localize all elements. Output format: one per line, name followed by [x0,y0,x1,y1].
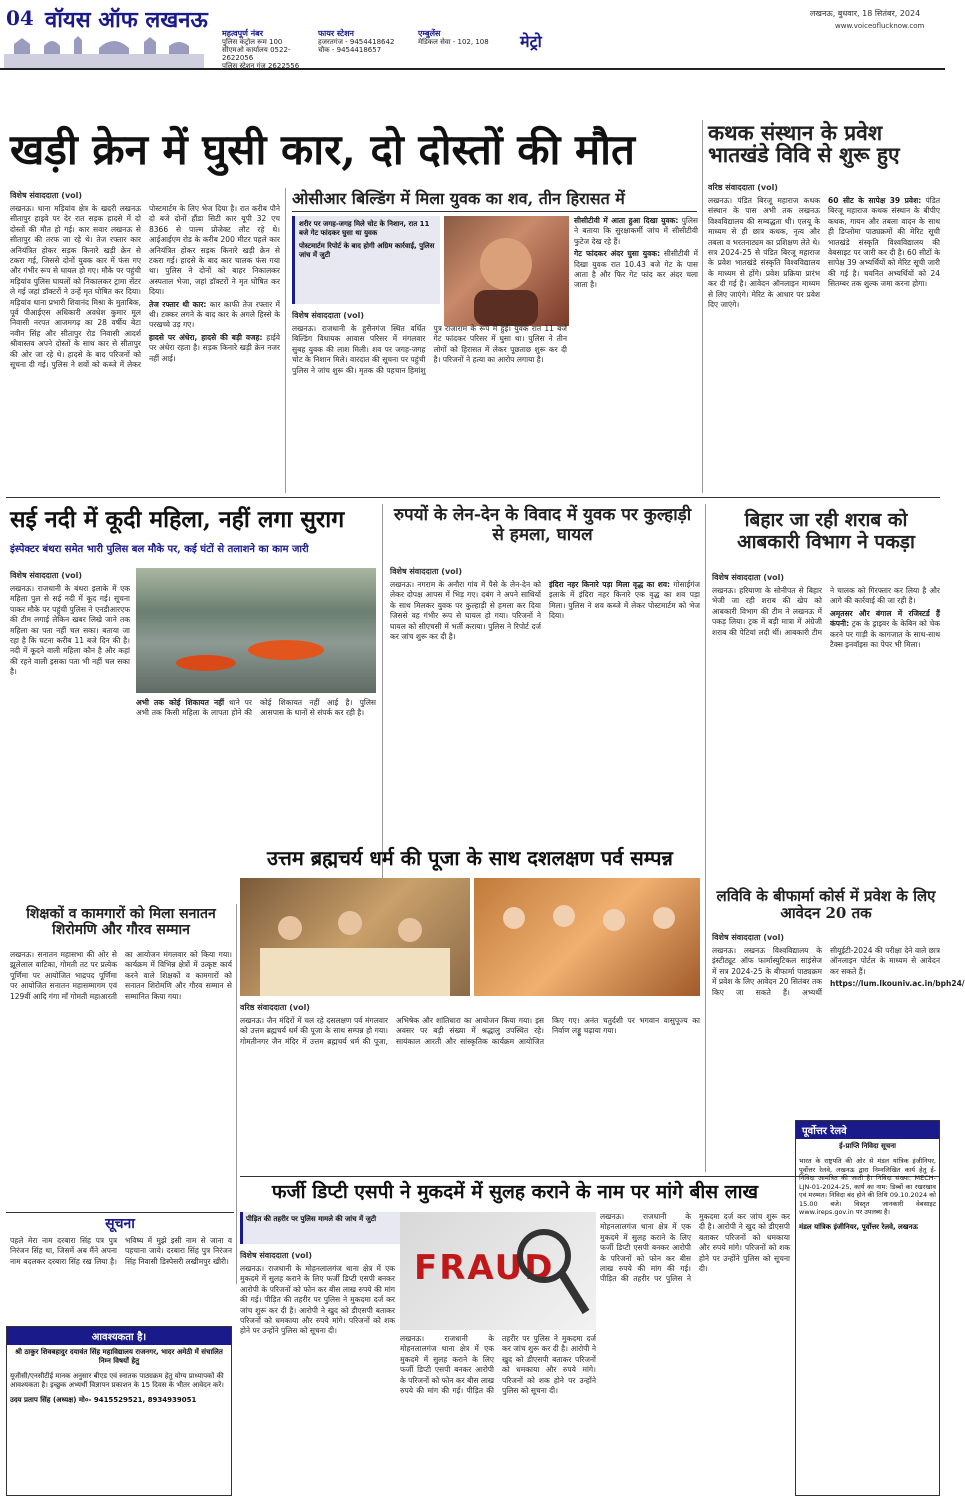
jain-byline: वरिष्ठ संवाददाता (vol) [240,1003,310,1012]
lead-story-body: लखनऊ। थाना मड़ियांव क्षेत्र के खदरी लखनऊ सीतापुर हाइवे पर देर रात सड़क हादसे में दो दोस्तों की मौत हो गई। कार सवार लखनऊ से सीतापुर की तरफ जा रहे थे। तेज रफ्तार कार अनियंत्रित होकर सड़क किनारे खड़ी क्रेन से टकरा गई, जिससे दोनों युवक कार में फंस गए और गंभीर रूप से घायल हो गए। मौके पर पहुंची मड़ियांव पुलिस घायलों को निकालकर ट्रामा सेंटर ले गई जहां डॉक्टरों ने उन्हें मृत घोषित कर दिया। मड़ियांव थाना प्रभारी शिवानंद मिश्रा के मुताबिक, पूर्व पीआईएस अधिकारी अवधेश कुमार मूल निवासी नरपत आजमगढ़ का 28 वर्षीय बेटा नवीन सिंह और सीतापुर रोड निवासी आदर्श श्रीवास्तव अपने दोस्तों के साथ कार से सीतापुर की ओर जा रहे थे। हादसे के बाद परिजनों को सूचना दी गई। पुलिस ने शवों को कब्जे में लेकर पोस्टमार्टम के लिए भेज दिया है। रात करीब पौने दो बजे दोनों हौंडा सिटी कार यूपी 32 एच 8366 से पाल्म प्रोजेक्ट लौट रहे थे। आईआईएम रोड के करीब 200 मीटर पहले कार अनियंत्रित होकर सड़क किनारे खड़ी क्रेन से टकरा गई। हादसे के बाद कार चालक फंस गया था। पुलिस ने दोनों को बाहर निकालकर अस्पताल भेजा, जहां डॉक्टरों ने मृत घोषित कर दिया। तेज रफ्तार थी कार: कार काफी तेज रफ्तार में थी। टक्कर लगने के बाद कार के अगले हिस्से के परखच्चे उड़ गए। हादसे पर अंधेरा, हादसे की बड़ी वजह: हाईवे पर अंधेरा रहता है। सड़क किनारे खड़ी क्रेन नजर नहीं आई। [10,204,281,370]
vacancy-body: यूजीसी/एनसीटीई मानक अनुसार बीएड एवं स्नातक पाठ्यक्रम हेतु योग्य प्राध्यापकों की आवश्यकता है। इच्छुक अभ्यर्थी विज्ञापन प्रकाशन के 15 दिवस के भीतर आवेदन करें। [10,1372,224,1389]
dispute-headline: रुपयों के लेन-देन के विवाद में युवक पर कुल्हाड़ी से हमला, घायल [393,505,692,545]
river-story-left: लखनऊ। राजधानी के बंथरा इलाके में एक महिला पुल से सई नदी में कूद गई। सूचना पाकर मौके पर पहुंची पुलिस ने एनडीआरएफ की टीम लगाई लेकिन खबर लिखे जाने तक महिला का पता नहीं चल सका। बताया जा रहा है कि घटना करीब 11 बजे दिन की है। नदी में कूदने वाली महिला कौन है और कहां की रहने वाली इसका पता भी नहीं चल सका है। [10,584,130,677]
ocr-highlights: शरीर पर जगह-जगह मिले चोट के निशान, रात 11 बजे गेट फांदकर घुसा था युवक पोस्टमार्टम रिपोर्ट के बाद होगी अग्रिम कार्रवाई, पुलिस जांच में जुटी [292,216,440,304]
jain-headline: उत्तम ब्रह्मचर्य धर्म की पूजा के साथ दशलक्षण पर्व सम्पन्न [267,846,673,870]
lead-headline: खड़ी क्रेन में घुसी कार, दो दोस्तों की मौत [10,125,635,174]
jain-ritual-photo-1 [240,878,470,996]
masthead [0,0,945,70]
fraud-headline: फर्जी डिप्टी एसपी ने मुकदमें में सुलह कराने के नाम पर मांगे बीस लाख [271,1181,759,1203]
boat-icon [136,568,376,693]
jain-ritual-photo-2 [474,878,700,996]
river-story-right: अभी तक कोई शिकायत नहीं थाने पर अभी तक किसी महिला के लापता होने की कोई शिकायत नहीं आई है। पुलिस आसपास के थानों से संपर्क कर रही है। [136,698,376,718]
liquor-headline: बिहार जा रही शराब को आबकारी विभाग ने पकड़ा [737,509,915,553]
fraud-story-left: लखनऊ। राजधानी के मोहनलालगंज थाना क्षेत्र में एक मुकदमे में सुलह कराने के लिए फर्जी डिप्टी एसपी बनकर आरोपी के परिजनों को फोन कर बीस लाख रुपये की मांग की गई। पीड़ित की तहरीर पर पुलिस ने मुकदमा दर्ज कर जांच शुरू कर दी है। आरोपी ने खुद को डीएसपी बताकर परिजनों को धमकाया और रुपये मांगे। परिजनों को शक होने पर उन्होंने पुलिस को सूचना दी। [240,1264,395,1336]
portrait-icon [444,216,569,326]
devotees-group-icon [474,878,700,996]
river-headline: सई नदी में कूदी महिला, नहीं लगा सुराग [10,506,345,533]
website-link[interactable]: www.voiceoflucknow.com [835,22,925,30]
fraud-highlight: पीड़ित की तहरीर पर पुलिस मामले की जांच में जुटी [240,1212,400,1244]
vacancy-contact: उदय प्रताप सिंह (अध्यक्ष) मो०- 9415529521, 8934939051 [10,1396,197,1404]
ocr-byline: विशेष संवाददाता (vol) [292,311,365,320]
devotees-icon [240,878,470,996]
sanatan-story-body: लखनऊ। सनातन महासभा की ओर से झूलेलाल वाटिका, गोमती तट पर प्रत्येक पूर्णिमा पर आयोजित भाद्रपद पूर्णिमा पर आयोजित सनातन महासम्मागम एवं 129वीं आदि गंगा माँ गोमती महाआरती का आयोजन मंगलवार को किया गया। कार्यक्रम में विभिन्न क्षेत्रों में उत्कृष्ट कार्य करने वाले शिक्षकों व कामगारों को सनातन शिरोमणि और गौरव सम्मान से सम्मानित किया गया। [10,950,232,1001]
dispute-byline: विशेष संवाददाता (vol) [390,567,463,576]
sanatan-headline: शिक्षकों व कामगारों को मिला सनातन शिरोमणि और गौरव सम्मान [26,906,216,939]
rescue-boat-photo [136,568,376,693]
dispute-story-body: लखनऊ। नगराम के अनौरा गांव में पैसे के लेन-देन को लेकर दोपक्ष आपस में भिड़ गए। दबंग ने अपने साथियों के साथ मिलकर युवक पर कुल्हाड़ी से हमला कर दिया जिससे वह गंभीर रूप से घायल हो गया। परिजनों ने घायल को सीएचसी में भर्ती कराया। पुलिस ने रिपोर्ट दर्ज कर जांच शुरू कर दी है। इंदिरा नहर किनारे पड़ा मिला वृद्ध का शव: गोसाईगंज इलाके में इंदिरा नहर किनारे एक वृद्ध का शव पड़ा मिला। पुलिस ने शव कब्जे में लेकर पोस्टमार्टम को भेज दिया। [390,580,700,642]
pharma-byline: विशेष संवाददाता (vol) [712,933,785,942]
notice-body: पहले मेरा नाम दरबारा सिंह पत्र पुत्र निरंजन सिंह था, जिसमें अब मैंने अपना नाम बदलकर दरबारा सिंह रख लिया है। भविष्य में मुझे इसी नाम से जाना व पहचाना जाये। दरबारा सिंह पुत्र निरंजन सिंह निवासी डिस्पेसरी लखीमपुर खीरी। [10,1236,232,1266]
ocr-story-body-right: सीसीटीवी में आता हुआ दिखा युवक: पुलिस ने बताया कि सुरक्षाकर्मी जांच में सीसीटीवी फुटेज देख रहे हैं। गेट फांदकर अंदर घुसा युवक: सीसीटीवी में दिखा युवक रात 10.43 बजे गेट के पास आता है और फिर गेट फांद कर अंदर चला जाता है। [574,216,698,290]
victim-photo [444,216,569,326]
fraud-story-right: लखनऊ। राजधानी के मोहनलालगंज थाना क्षेत्र में एक मुकदमे में सुलह कराने के लिए फर्जी डिप्टी एसपी बनकर आरोपी के परिजनों को फोन कर बीस लाख रुपये की मांग की गई। पीड़ित की तहरीर पर पुलिस ने मुकदमा दर्ज कर जांच शुरू कर दी है। आरोपी ने खुद को डीएसपी बताकर परिजनों को धमकाया और रुपये मांगे। परिजनों को शक होने पर उन्होंने पुलिस को सूचना दी। [600,1212,790,1284]
vacancy-ad [6,1326,232,1496]
railway-sign: मंडल यांत्रिक इंजीनियर, पूर्वोत्तर रेलवे, लखनऊ [799,1222,918,1231]
fraud-illustration [400,1212,596,1330]
ambulance-numbers: एम्बुलेंस मेडिकल सेवा - 102, 108 [418,29,489,46]
fraud-story-mid: लखनऊ। राजधानी के मोहनलालगंज थाना क्षेत्र में एक मुकदमे में सुलह कराने के लिए फर्जी डिप्टी एसपी बनकर आरोपी के परिजनों को फोन कर बीस लाख रुपये की मांग की गई। पीड़ित की तहरीर पर पुलिस ने मुकदमा दर्ज कर जांच शुरू कर दी है। आरोपी ने खुद को डीएसपी बताकर परिजनों को धमकाया और रुपये मांगे। परिजनों को शक होने पर उन्होंने पुलिस को सूचना दी। [400,1334,596,1396]
liquor-story-body: लखनऊ। हरियाणा के सोनीपत से बिहार भेजी जा रही शराब की खेप को आबकारी विभाग की टीम ने लखनऊ में पकड़ लिया। ट्रक में बड़ी मात्रा में अंग्रेजी शराब की पेटियां लदी थीं। आबकारी टीम ने चालक को गिरफ्तार कर लिया है और आगे की कार्रवाई की जा रही है। अमृतसर और बंगाल में रजिस्टर्ड हैं कंपनी: ट्रक के ड्राइवर के केबिन को चेक करने पर गाड़ी के कागजात के साथ-साथ टैक्स इनवॉइस का पेपर भी मिला। [712,586,940,650]
river-byline: विशेष संवाददाता (vol) [10,571,83,580]
pharma-story-body: लखनऊ। लखनऊ विश्वविद्यालय के इंस्टीट्यूट ऑफ फार्मास्युटिकल साइंसेज में सत्र 2024-25 के बीफार्मा पाठ्यक्रम में प्रवेश के लिए आवेदन 20 सितंबर तक किए जा सकते हैं। अभ्यर्थी सीयूईटी-2024 की परीक्षा देने वाले छात्र ऑनलाइन पोर्टल के माध्यम से आवेदन कर सकते हैं। https://lum.lkouniv.ac.in/bph24/ [712,946,965,997]
magnifier-icon [510,1222,590,1322]
railway-body: भारत के राष्ट्रपति की ओर से मंडल यांत्रिक इंजीनियर, पूर्वोत्तर रेलवे, लखनऊ द्वारा निम्नलिखित कार्य हेतु ई-निविदा आमंत्रित की जाती है। निविदा संख्या: MECH-LJN-01-2024-25, कार्य का नाम: डिब्बों का रखरखाव एवं मरम्मत। निविदा बंद होने की तिथि 09.10.2024 को 15.00 बजे। विस्तृत जानकारी वेबसाइट www.ireps.gov.in पर उपलब्ध है। [799,1157,936,1216]
kathak-headline: कथक संस्थान के प्रवेश भातखंडे विवि से शुरू हुए [708,120,900,168]
edition-date: लखनऊ, बुधवार, 18 सितंबर, 2024 [810,9,921,18]
page-number: 04 [6,6,34,30]
railway-headline: पूर्वोत्तर रेलवे [796,1121,939,1139]
fire-station-numbers: फायर स्टेशन हजरतगंज - 9454418642 चौक - 9454418657 [318,29,395,54]
lead-byline: विशेष संवाददाता (vol) [10,191,83,200]
railway-tender-notice [795,1120,940,1496]
river-deck: इंस्पेक्टर बंथरा समेत भारी पुलिस बल मौके पर, कई घंटों से तलाशने का काम जारी [10,544,309,555]
kathak-story-body: लखनऊ। पंडित बिरजू महाराज कथक संस्थान के पास अभी तक लखनऊ विश्वविद्यालय की सम्बद्धता थी। एलयू के माध्यम से ही छात्र कथक, नृत्य और तबला व भरतनाट्यम का प्रशिक्षण लेते थे। सत्र 2024-25 से पंडित बिरजू महाराज के प्रवेश भातखंडे संस्कृति विश्वविद्यालय के माध्यम से होंगे। प्रवेश प्रक्रिया प्रारंभ कर दी गई है। आवेदन ऑनलाइन माध्यम से लिए जाएंगे। मेरिट के आधार पर प्रवेश दिए जाएंगे। 60 सीट के सापेक्ष 39 प्रवेश: पंडित बिरजू महाराज कथक संस्थान के बीपीए कथक, गायन और तबला वादन के साथ ही डिप्लोमा पाठ्यक्रमों की मेरिट सूची भातखंडे संस्कृति विश्वविद्यालय की वेबसाइट पर जारी कर दी है। 60 सीटों के सापेक्ष 39 अभ्यर्थियों को मेरिट सूची जारी की गई है। चयनित अभ्यर्थियों को 24 सितम्बर तक शुल्क जमा करना होगा। [708,196,940,310]
section-label: मेट्रो [520,32,542,51]
liquor-byline: विशेष संवाददाता (vol) [712,573,785,582]
pharma-link[interactable]: https://lum.lkouniv.ac.in/bph24/ [830,979,965,989]
railway-subhead: ई-प्राप्ति निविदा सूचना [839,1142,896,1150]
paper-name: वॉयस ऑफ लखनऊ [45,7,208,33]
kathak-byline: वरिष्ठ संवाददाता (vol) [708,183,778,192]
fraud-word: FRAUD [414,1248,555,1288]
city-skyline-illustration [4,34,204,68]
vacancy-headline: आवश्यकता है। [7,1327,231,1345]
important-numbers: महत्वपूर्ण नंबर पुलिस कंट्रोल रूम 100 सीएमओ कार्यालय 0522-2622056 पुलिस स्टेशन गंज 2622556 [222,29,300,70]
pharma-headline: लविवि के बीफार्मा कोर्स में प्रवेश के लिए आवेदन 20 तक [716,887,936,923]
notice-headline: सूचना [105,1216,135,1232]
fraud-byline: विशेष संवाददाता (vol) [240,1251,313,1260]
jain-story-body: लखनऊ। जैन मंदिरों में चल रहे दसलक्षण पर्व मंगलवार को उत्तम ब्रह्मचर्य धर्म की पूजा के साथ सम्पन्न हो गया। गोमतीनगर जैन मंदिर में उत्तम ब्रह्मचर्य धर्म की पूजा, अभिषेक और शांतिधारा का आयोजन किया गया। इस अवसर पर बड़ी संख्या में श्रद्धालु उपस्थित रहे। सायंकाल आरती और सांस्कृतिक कार्यक्रम आयोजित किए गए। अनंत चतुर्दशी पर भगवान वासुपूज्य का निर्वाण लड्डू चढ़ाया गया। [240,1016,700,1046]
ocr-headline: ओसीआर बिल्डिंग में मिला युवक का शव, तीन हिरासत में [292,190,697,212]
vacancy-org: श्री ठाकुर शिवबहादुर दयावंत सिंह महाविद्यालय राजनगर, भादर अमेठी में संचालित निम्न विषयों हेतु [15,1348,223,1365]
ocr-story-body-left: लखनऊ। राजधानी के हुसैनगंज स्थित वर्धित बिल्डिंग विधायक आवास परिसर में मंगलवार सुबह युवक की लाश मिली। शव पर जगह-जगह चोट के निशान मिले। वारदात की सूचना पर पहुंची पुलिस ने जांच शुरू की। मृतक की पहचान हिमांशु पुत्र राजाराम के रूप में हुई। युवक रात 11 बजे गेट फांदकर परिसर में घुसा था। पुलिस ने तीन लोगों को हिरासत में लेकर पूछताछ शुरू कर दी है। परिजनों ने हत्या का आरोप लगाया है। [292,324,567,375]
